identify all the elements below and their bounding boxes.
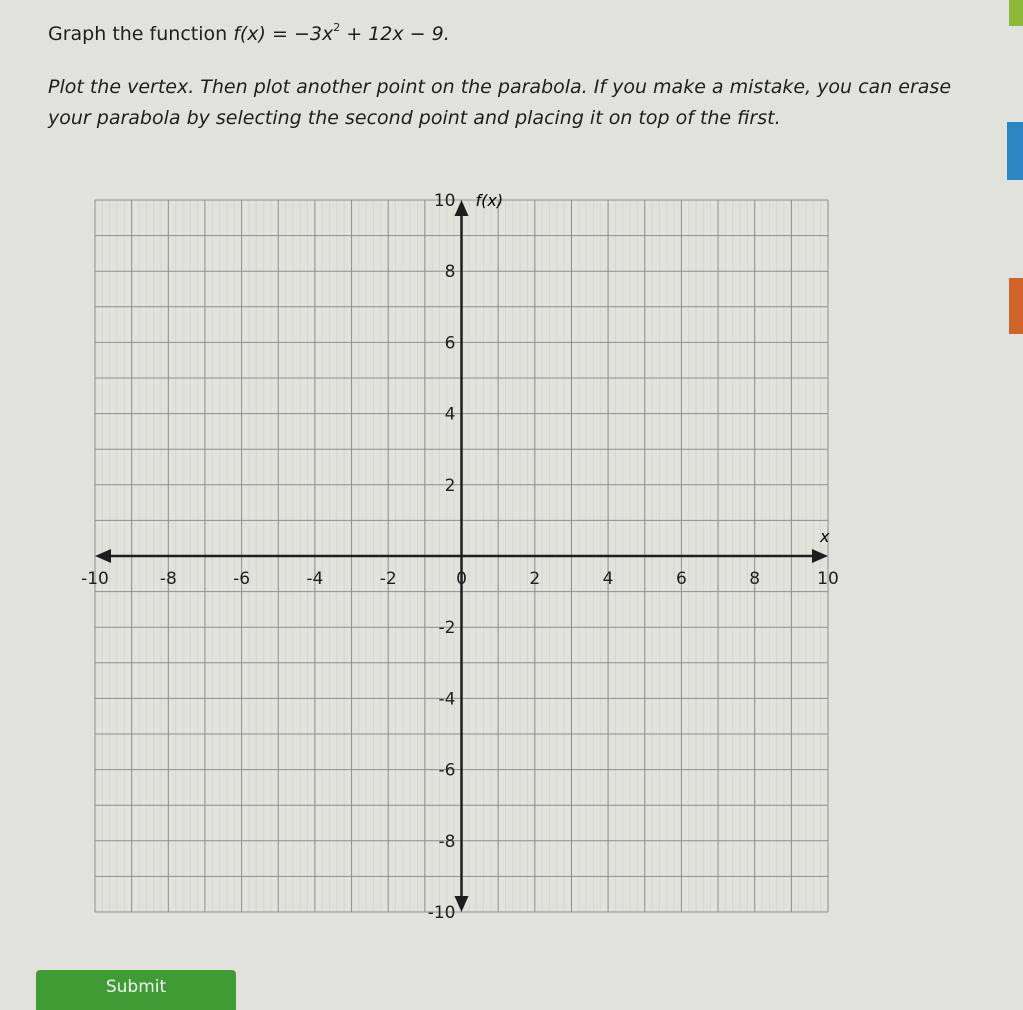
submit-button[interactable]: Submit — [36, 970, 236, 1010]
edge-tab-blue[interactable] — [1007, 122, 1023, 180]
y-tick-label: -4 — [438, 689, 456, 710]
x-tick-label: 8 — [749, 569, 761, 589]
y-tick-label: -6 — [438, 760, 456, 781]
question-prefix: Graph the function — [48, 23, 234, 45]
y-tick-label: 8 — [444, 262, 456, 283]
x-tick-label: 2 — [529, 569, 541, 589]
x-tick-label: -8 — [159, 569, 177, 589]
x-tick-label: 6 — [675, 569, 687, 589]
x-tick-label: 10 — [817, 569, 839, 589]
x-tick-label: -4 — [306, 569, 324, 589]
instructions-text: Plot the vertex. Then plot another point on the parabola. If you make a mistake, you can erase your parabola by selecting the second point and placing it on top of the first. — [48, 76, 952, 129]
y-axis-label: f(x) — [475, 191, 504, 210]
edge-tab-orange[interactable] — [1009, 278, 1023, 334]
x-tick-label: -10 — [81, 569, 109, 589]
x-axis-arrow-right — [812, 549, 828, 563]
exponent: 2 — [333, 21, 341, 34]
y-tick-label: -10 — [427, 903, 456, 923]
y-tick-label: -8 — [438, 831, 456, 852]
y-tick-label: 10 — [433, 191, 456, 211]
x-axis-arrow-left — [95, 549, 111, 563]
y-axis-arrow-up — [455, 200, 469, 216]
y-tick-label: -2 — [438, 618, 456, 639]
x-tick-label: -2 — [379, 569, 397, 589]
y-tick-label: 6 — [444, 333, 456, 354]
y-tick-label: 4 — [444, 404, 456, 425]
y-axis-arrow-down — [455, 896, 469, 912]
x-axis-label: x — [820, 527, 830, 546]
function-expression: $f(x) = -3x^2 + 12x - 9$. — [233, 21, 450, 45]
x-tick-label: -6 — [233, 569, 251, 589]
x-tick-label: 0 — [456, 569, 467, 589]
edge-tab-green — [1009, 0, 1023, 26]
x-tick-label: 4 — [602, 569, 614, 589]
y-tick-label: 2 — [444, 475, 456, 496]
